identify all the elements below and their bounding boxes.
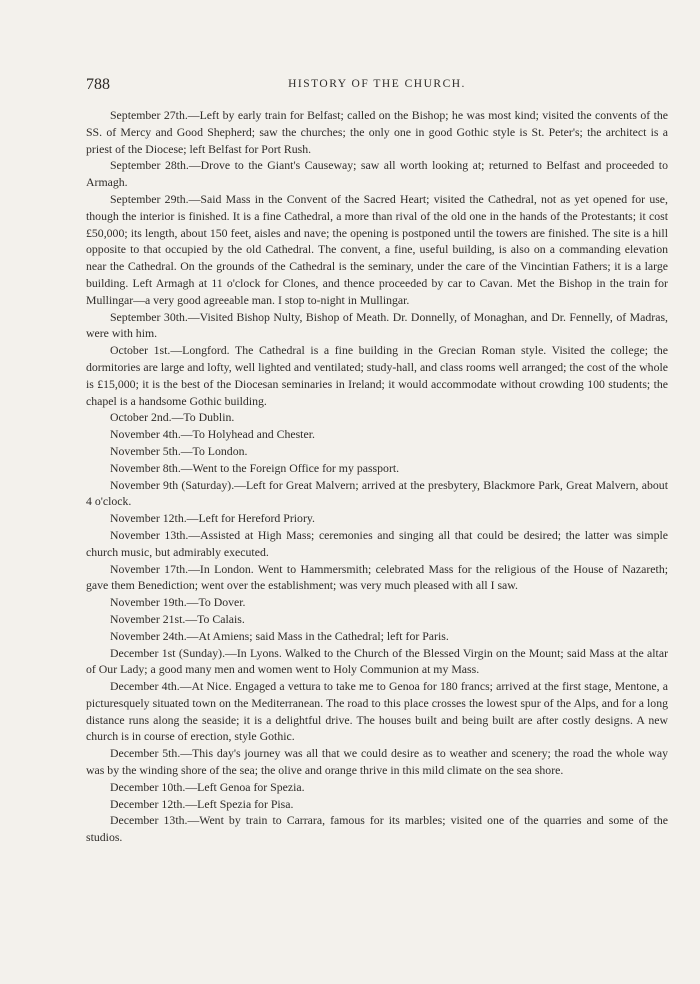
diary-entry: December 1st (Sunday).—In Lyons. Walked to the Church of the Blessed Virgin on the Mount; said Mass at the altar of Our Lady; a good many men and women went to Holy Communion at my Mass.: [86, 645, 668, 677]
diary-entry: October 2nd.—To Dublin.: [110, 410, 235, 425]
diary-entry: September 29th.—Said Mass in the Convent of the Sacred Heart; visited the Cathedral, not as yet opened for use, though the interior is finished. It is a fine Cathedral, a more than rival of the old one in the hands of the Protestants; it cost £50,000; its length, about 150 feet, aisles and nave; the opening is postponed until the towers are finished. The site is a hill opposite to that occupied by the old Cathedral. The convent, a fine, useful building, is also on a commanding elevation near the Cathedral. On the grounds of the Cathedral is the seminary, under the care of the Vincintian Fathers; it is a large building. Left Armagh at 11 o'clock for Clones, and thence proceeded by car to Cavan. Met the Bishop in the train for Mullingar—a very good agreeable man. I stop to-night in Mullingar.: [86, 191, 668, 307]
page-number: 788: [86, 76, 110, 93]
diary-entry: December 4th.—At Nice. Engaged a vettura to take me to Genoa for 180 francs; arrived at the first stage, Mentone, a picturesquely situated town on the Mediterranean. The road to this place crosses the lowest spur of the Alps, and for a long distance runs along the seaside; it is a delightful drive. The houses built and being built are after costly designs. A new church is in course of erection, style Gothic.: [86, 679, 668, 744]
diary-entry: December 5th.—This day's journey was all that we could desire as to weather and scenery; the road the whole way was by the winding shore of the sea; the olive and orange thrive in this mild climate on the sea shore.: [86, 746, 668, 778]
diary-entry: November 8th.—Went to the Foreign Office for my passport.: [110, 460, 400, 475]
diary-entry: December 13th.—Went by train to Carrara, famous for its marbles; visited one of the quarries and some of the studios.: [86, 813, 668, 845]
page-header: [86, 76, 668, 96]
diary-entry: September 27th.—Left by early train for Belfast; called on the Bishop; he was most kind; visited the convents of the SS. of Mercy and Good Shepherd; saw the churches; the only one in good Gothic style is St. Peter's; the architect is a priest of the Diocese; left Belfast for Port Rush.: [86, 108, 668, 156]
diary-entry: December 10th.—Left Genoa for Spezia.: [110, 779, 305, 794]
diary-entry: December 12th.—Left Spezia for Pisa.: [110, 796, 294, 811]
diary-entry: November 4th.—To Holyhead and Chester.: [110, 427, 315, 442]
diary-entry: September 28th.—Drove to the Giant's Causeway; saw all worth looking at; returned to Belfast and proceeded to Armagh.: [86, 158, 668, 190]
diary-entry: November 13th.—Assisted at High Mass; ceremonies and singing all that could be desired; the latter was simple church music, but admirably executed.: [86, 527, 668, 559]
diary-entry: November 17th.—In London. Went to Hammersmith; celebrated Mass for the religious of the House of Nazareth; gave them Benediction; went over the establishment; was very much pleased with all I saw.: [86, 561, 668, 593]
diary-entry: September 30th.—Visited Bishop Nulty, Bishop of Meath. Dr. Donnelly, of Monaghan, and Dr. Fennelly, of Madras, were with him.: [86, 309, 668, 341]
running-title: HISTORY OF THE CHURCH.: [288, 78, 466, 90]
diary-entry: November 9th (Saturday).—Left for Great Malvern; arrived at the presbytery, Blackmore Park, Great Malvern, about 4 o'clock.: [86, 477, 668, 509]
diary-entry: November 19th.—To Dover.: [110, 595, 246, 610]
diary-entry: November 24th.—At Amiens; said Mass in the Cathedral; left for Paris.: [110, 628, 449, 643]
diary-entry: November 5th.—To London.: [110, 443, 248, 458]
diary-entry: November 21st.—To Calais.: [110, 611, 245, 626]
diary-entry: October 1st.—Longford. The Cathedral is a fine building in the Grecian Roman style. Visited the college; the dormitories are large and lofty, well lighted and ventilated; study-hall, and class rooms well arranged; the cost of the whole is £15,000; it is the best of the Diocesan seminaries in Ireland; it would accommodate without crowding 100 students; the chapel is a handsome Gothic building.: [86, 343, 668, 408]
body-text: [86, 107, 668, 846]
diary-entry: November 12th.—Left for Hereford Priory.: [110, 511, 315, 526]
